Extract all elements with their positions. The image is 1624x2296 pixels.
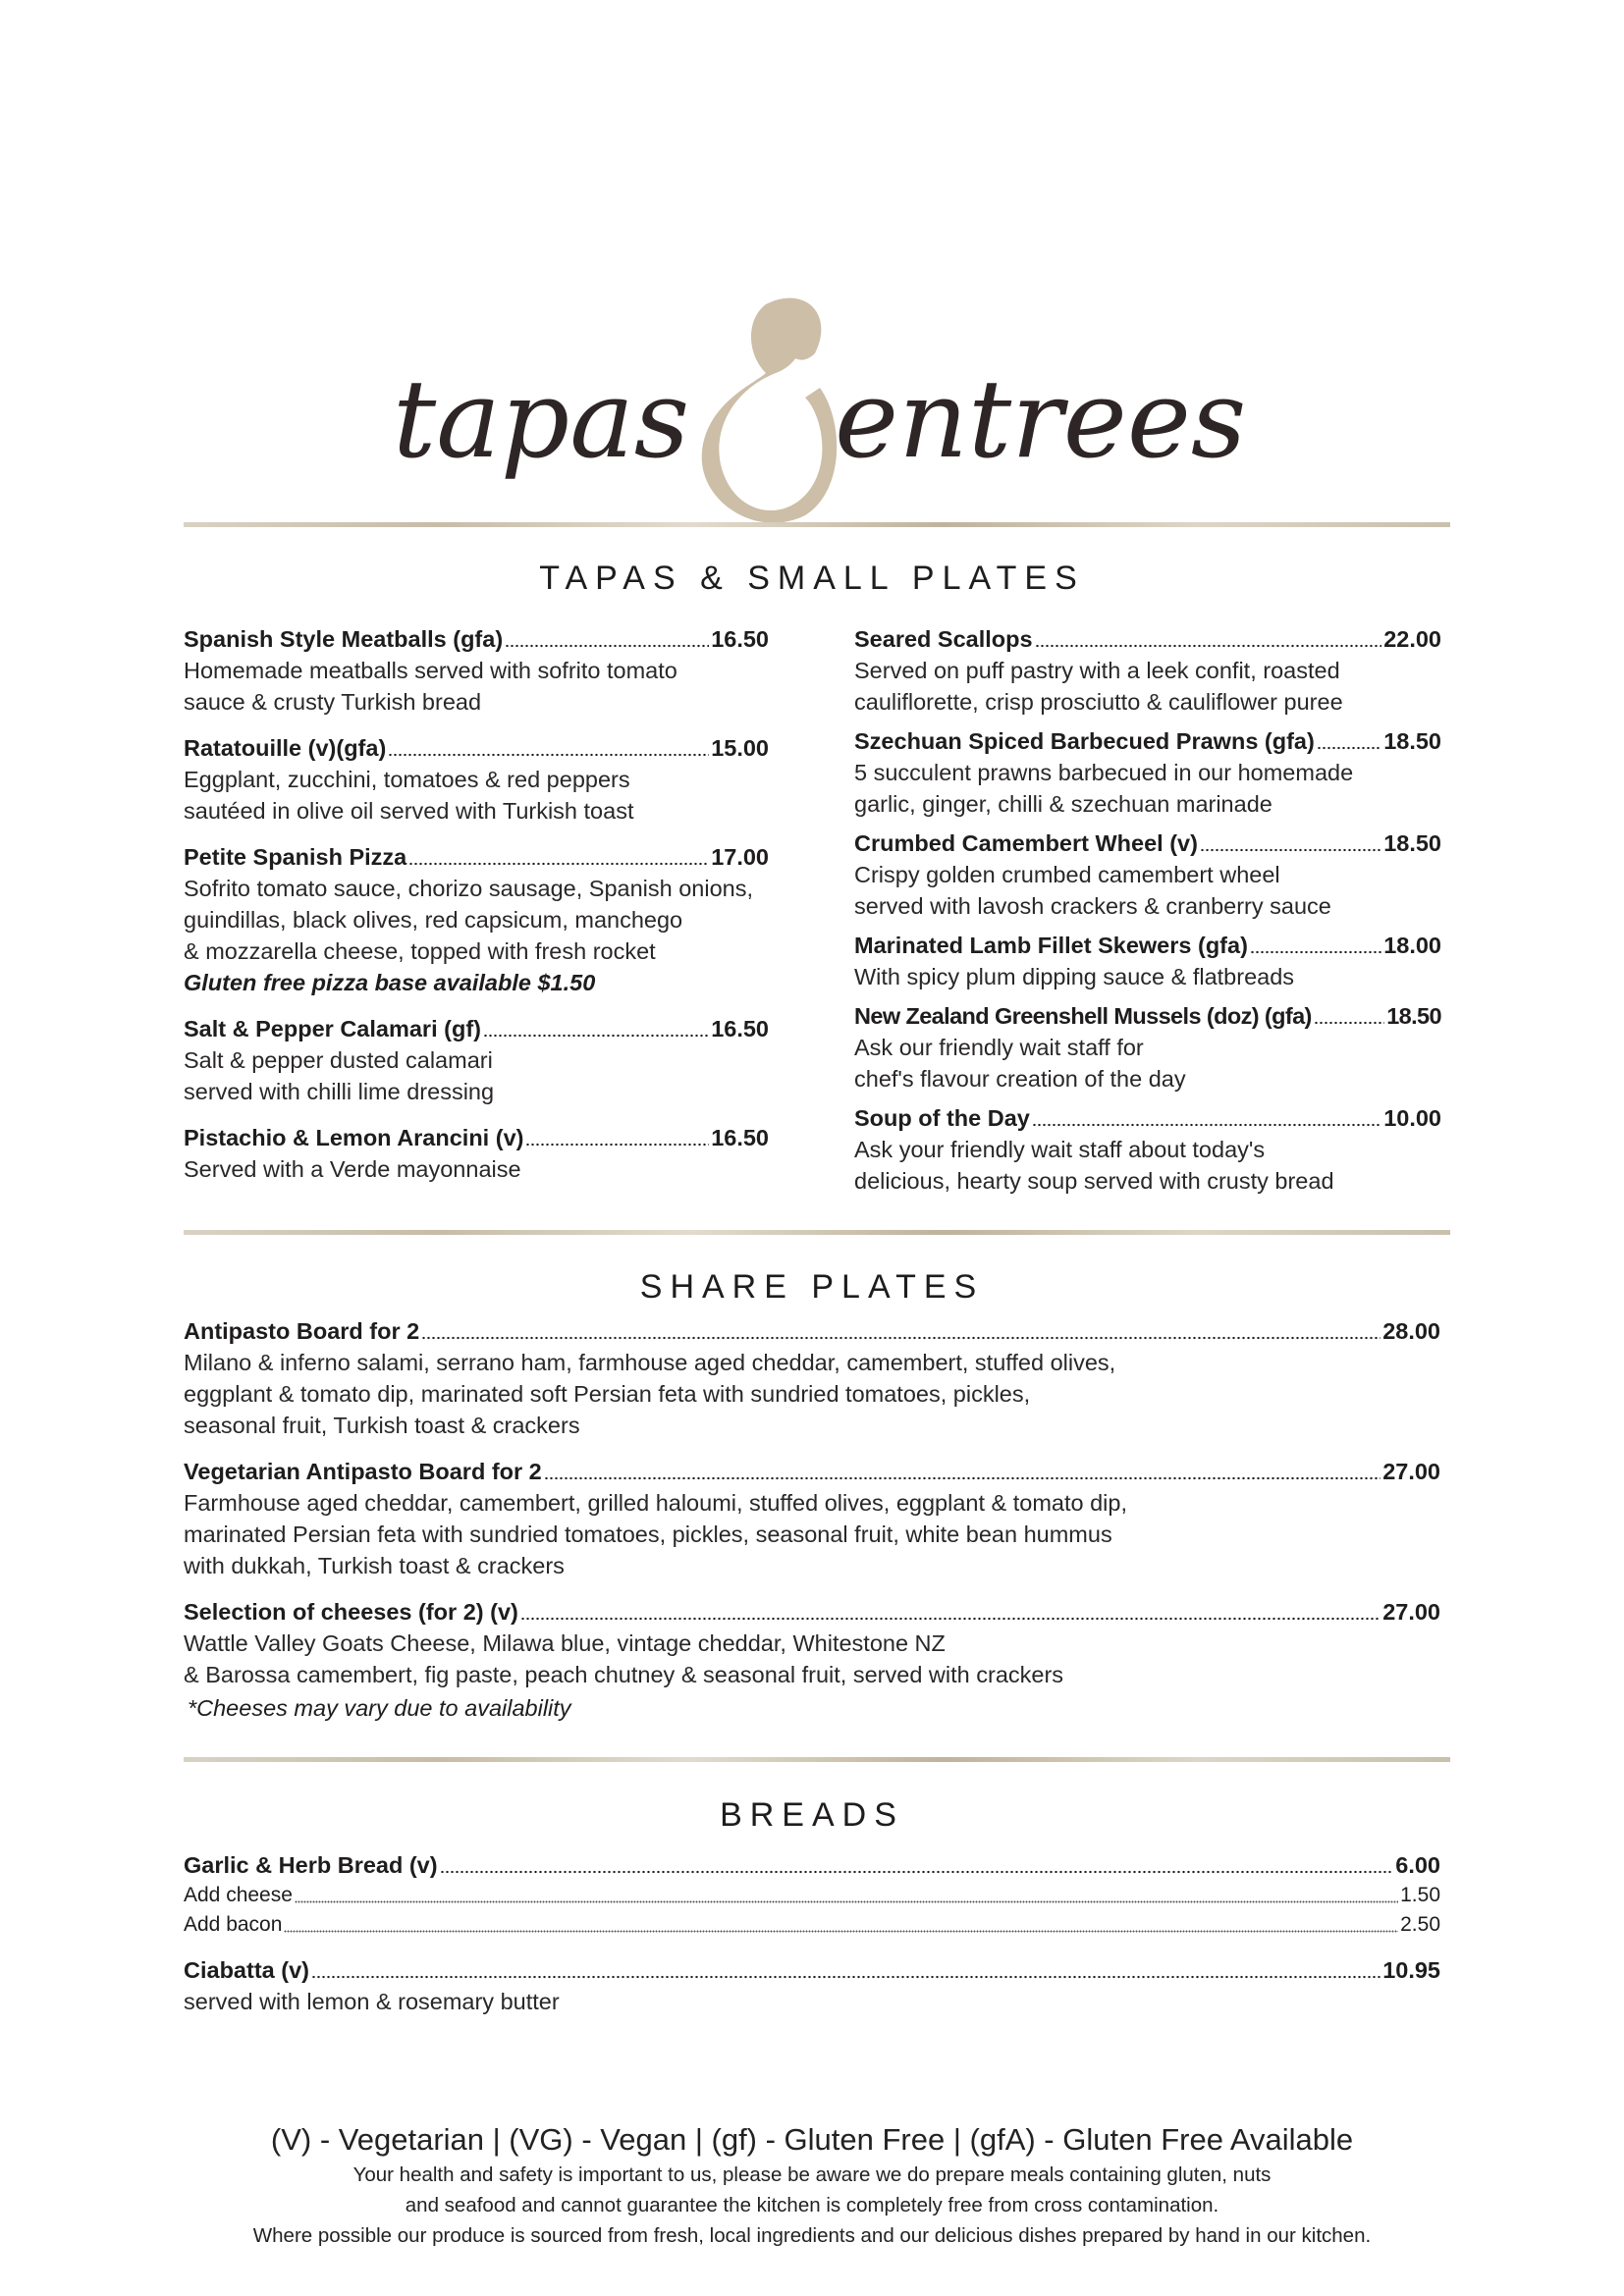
item-name: Szechuan Spiced Barbecued Prawns (gfa) — [854, 728, 1315, 754]
item-desc: marinated Persian feta with sundried tomatoes, pickles, seasonal fruit, white bean hummus — [184, 1522, 1112, 1547]
menu-item — [184, 1849, 1440, 1940]
item-desc: Ask your friendly wait staff about today's — [854, 1137, 1266, 1162]
menu-item — [184, 1122, 769, 1185]
dot-leader — [1250, 950, 1381, 954]
item-desc: served with chilli lime dressing — [184, 1079, 495, 1104]
item-desc: With spicy plum dipping sauce & flatbreads — [854, 964, 1295, 989]
menu-item — [854, 828, 1441, 922]
item-name: New Zealand Greenshell Mussels (doz) (gfa) — [854, 1003, 1312, 1029]
footer-line: and seafood and cannot guarantee the kitchen is completely free from cross contamination. — [405, 2194, 1219, 2216]
menu-item — [184, 1596, 1440, 1724]
dot-leader — [421, 1336, 1380, 1340]
item-desc: Eggplant, zucchini, tomatoes & red peppers — [184, 767, 630, 792]
breads-list — [184, 1849, 1440, 2032]
footer-disclaimer — [0, 2160, 1624, 2251]
menu-item — [184, 732, 769, 827]
item-desc: 5 succulent prawns barbecued in our homemade — [854, 760, 1354, 785]
item-desc: eggplant & tomato dip, marinated soft Persian feta with sundried tomatoes, pickles, — [184, 1381, 1031, 1407]
item-desc: served with lavosh crackers & cranberry sauce — [854, 893, 1331, 919]
menu-item — [854, 1102, 1441, 1197]
menu-item — [184, 1456, 1440, 1581]
item-desc: Wattle Valley Goats Cheese, Milawa blue, vintage cheddar, Whitestone NZ — [184, 1630, 946, 1656]
menu-item — [184, 1954, 1440, 2017]
dot-leader — [1035, 644, 1382, 648]
item-price: 27.00 — [1382, 1459, 1440, 1484]
item-name: Salt & Pepper Calamari (gf) — [184, 1016, 481, 1041]
item-name: Spanish Style Meatballs (gfa) — [184, 626, 504, 652]
item-desc: served with lemon & rosemary butter — [184, 1989, 560, 2014]
item-name: Crumbed Camembert Wheel (v) — [854, 830, 1198, 856]
item-desc: Farmhouse aged cheddar, camembert, grilled haloumi, stuffed olives, eggplant & tomato dip, — [184, 1490, 1127, 1516]
dot-leader — [483, 1034, 709, 1038]
item-price: 18.50 — [1383, 830, 1441, 856]
section-heading-tapas: TAPAS & SMALL PLATES — [539, 560, 1085, 597]
item-name: Ciabatta (v) — [184, 1957, 309, 1983]
item-desc: with dukkah, Turkish toast & crackers — [184, 1553, 565, 1578]
item-name: Pistachio & Lemon Arancini (v) — [184, 1125, 524, 1150]
item-name: Selection of cheeses (for 2) (v) — [184, 1599, 518, 1625]
item-desc: Sofrito tomato sauce, chorizo sausage, Spanish onions, — [184, 876, 754, 901]
item-price: 27.00 — [1382, 1599, 1440, 1625]
item-name: Ratatouille (v)(gfa) — [184, 735, 387, 761]
item-price: 16.50 — [711, 1016, 769, 1041]
item-desc: Crispy golden crumbed camembert wheel — [854, 862, 1280, 887]
tapas-left-column — [184, 623, 769, 1200]
item-desc: seasonal fruit, Turkish toast & crackers — [184, 1413, 580, 1438]
item-price: 18.00 — [1383, 933, 1441, 958]
dietary-legend: (V) - Vegetarian | (VG) - Vegan | (gf) - Gluten Free | (gfA) - Gluten Free Available — [270, 2122, 1354, 2157]
item-price: 17.00 — [711, 844, 769, 870]
item-desc: cauliflorette, crisp prosciutto & cauliflower puree — [854, 689, 1343, 715]
menu-item — [184, 1013, 769, 1107]
dot-leader — [520, 1617, 1380, 1621]
item-price: 16.50 — [711, 626, 769, 652]
item-price: 16.50 — [711, 1125, 769, 1150]
item-name: Vegetarian Antipasto Board for 2 — [184, 1459, 542, 1484]
dot-leader — [388, 753, 709, 757]
item-name: Antipasto Board for 2 — [184, 1318, 420, 1344]
item-desc: delicious, hearty soup served with crusty bread — [854, 1168, 1334, 1194]
item-name: Marinated Lamb Fillet Skewers (gfa) — [854, 933, 1248, 958]
item-price: 6.00 — [1395, 1852, 1440, 1878]
divider — [184, 1230, 1450, 1235]
item-desc: Ask our friendly wait staff for — [854, 1035, 1144, 1060]
item-price: 22.00 — [1383, 626, 1441, 652]
extra-price: 1.50 — [1400, 1884, 1440, 1906]
menu-item — [854, 725, 1441, 820]
menu-item — [854, 1000, 1441, 1095]
section-heading-share: SHARE PLATES — [639, 1268, 985, 1306]
menu-item — [854, 623, 1441, 718]
dot-leader — [408, 862, 709, 866]
dot-leader — [544, 1476, 1380, 1480]
item-desc: Served on puff pastry with a leek confit, roasted — [854, 658, 1340, 683]
item-name: Soup of the Day — [854, 1105, 1030, 1131]
footer-line: Where possible our produce is sourced from fresh, local ingredients and our delicious dishes prepared by hand in our kitchen. — [252, 2224, 1372, 2247]
item-desc: sautéed in olive oil served with Turkish toast — [184, 798, 634, 824]
dot-leader — [295, 1900, 1398, 1903]
footer-line: Your health and safety is important to us, please be aware we do prepare meals containing gluten, nuts — [352, 2163, 1272, 2186]
menu-item — [184, 1315, 1440, 1441]
item-note: Gluten free pizza base available $1.50 — [184, 970, 596, 995]
item-price: 10.95 — [1382, 1957, 1440, 1983]
dot-leader — [1200, 848, 1381, 852]
divider — [184, 522, 1450, 527]
item-desc: & Barossa camembert, fig paste, peach chutney & seasonal fruit, served with crackers — [184, 1662, 1064, 1687]
item-price: 18.50 — [1383, 728, 1441, 754]
item-desc: Milano & inferno salami, serrano ham, farmhouse aged cheddar, camembert, stuffed olives, — [184, 1350, 1116, 1375]
item-name: Seared Scallops — [854, 626, 1033, 652]
extra-name: Add bacon — [184, 1913, 283, 1936]
item-desc: guindillas, black olives, red capsicum, manchego — [184, 907, 683, 933]
menu-item — [854, 930, 1441, 992]
item-name: Petite Spanish Pizza — [184, 844, 407, 870]
item-desc: Salt & pepper dusted calamari — [184, 1047, 493, 1073]
extra-name: Add cheese — [184, 1884, 293, 1906]
share-plates-list — [184, 1315, 1440, 1738]
dot-leader — [1314, 1021, 1384, 1025]
dot-leader — [505, 644, 709, 648]
availability-note: *Cheeses may vary due to availability — [188, 1695, 571, 1721]
item-price: 28.00 — [1382, 1318, 1440, 1344]
dot-leader — [525, 1143, 709, 1147]
item-price: 10.00 — [1383, 1105, 1441, 1131]
dot-leader — [284, 1930, 1398, 1933]
tapas-right-column — [854, 623, 1441, 1211]
item-price: 18.50 — [1386, 1003, 1441, 1029]
section-heading-breads: BREADS — [720, 1796, 904, 1834]
dot-leader — [1032, 1123, 1381, 1127]
divider — [184, 1757, 1450, 1762]
tapas-entrees-logo — [373, 285, 1257, 530]
menu-item — [184, 623, 769, 718]
item-desc: Served with a Verde mayonnaise — [184, 1156, 521, 1182]
dot-leader — [1317, 746, 1381, 750]
extra-price: 2.50 — [1400, 1913, 1440, 1936]
ampersand-brush-mark — [702, 298, 837, 523]
dot-leader — [440, 1870, 1394, 1874]
item-desc: sauce & crusty Turkish bread — [184, 689, 482, 715]
item-price: 15.00 — [711, 735, 769, 761]
item-desc: & mozzarella cheese, topped with fresh rocket — [184, 938, 656, 964]
menu-item — [184, 841, 769, 998]
dot-leader — [311, 1975, 1380, 1979]
item-desc: chef's flavour creation of the day — [854, 1066, 1186, 1092]
item-name: Garlic & Herb Bread (v) — [184, 1852, 438, 1878]
logo-word-entrees: entrees — [835, 356, 1247, 482]
item-desc: garlic, ginger, chilli & szechuan marinade — [854, 791, 1272, 817]
logo-word-tapas: tapas — [393, 356, 690, 482]
item-desc: Homemade meatballs served with sofrito tomato — [184, 658, 677, 683]
